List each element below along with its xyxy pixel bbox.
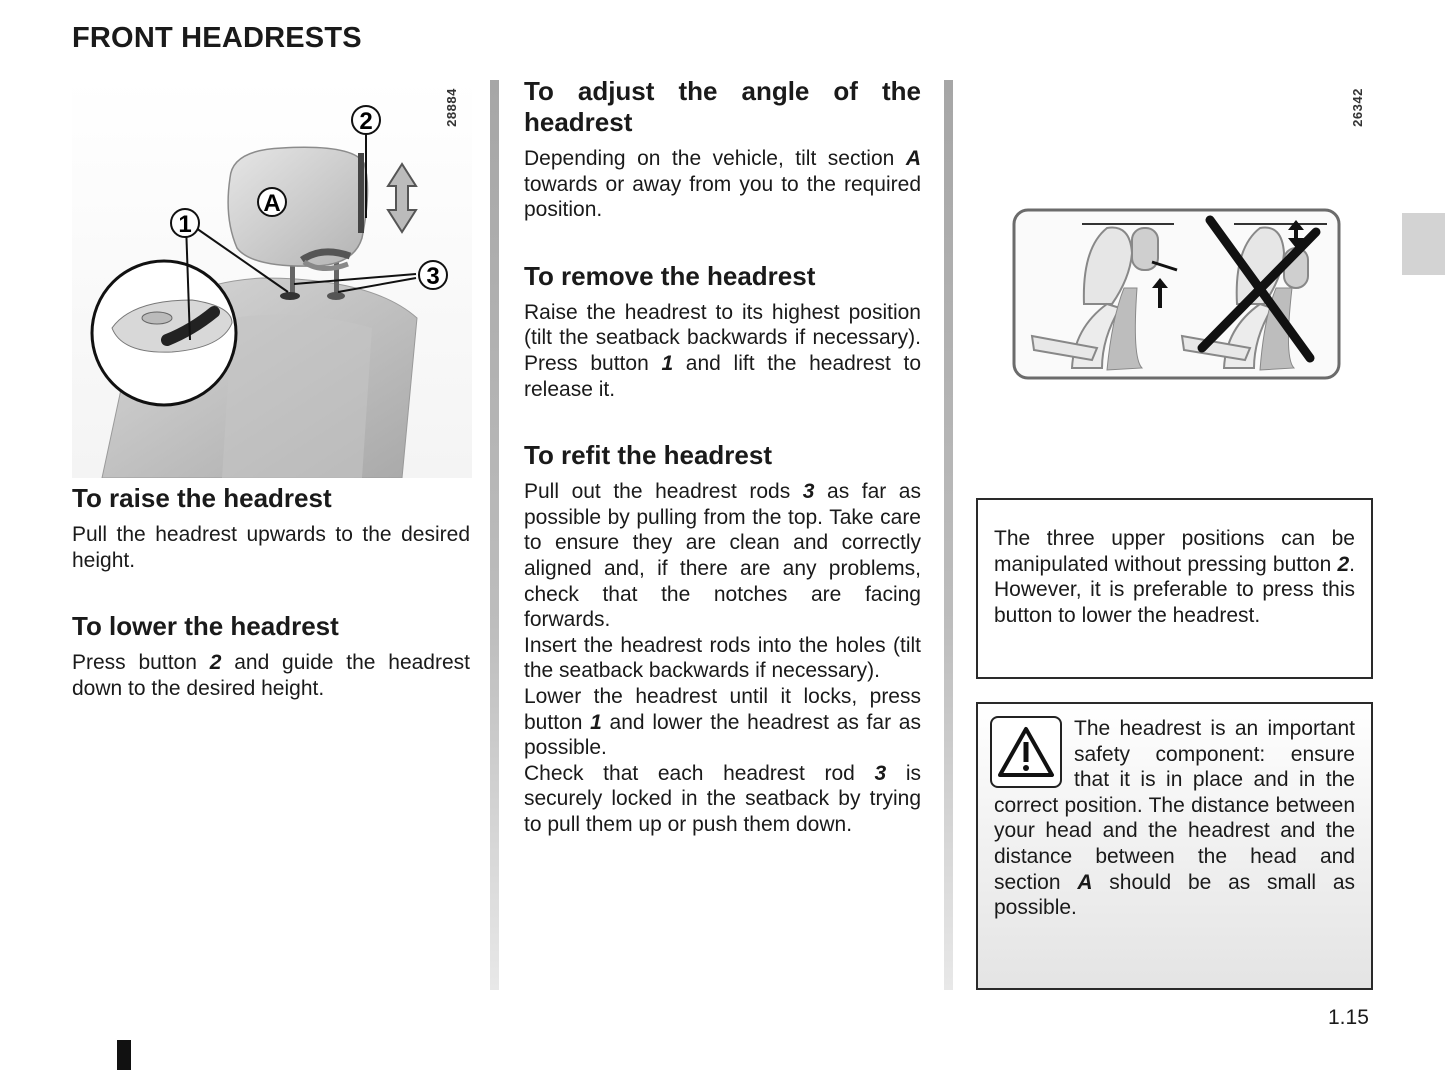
raise-heading: To raise the headrest <box>72 483 332 513</box>
headrest-diagram <box>72 78 472 478</box>
angle-heading: To adjust the angle of the headrest <box>524 76 921 137</box>
print-mark <box>117 1040 131 1070</box>
angle-text <box>524 146 921 223</box>
refit-text-1 <box>524 479 921 633</box>
refit-p3-a: Lower the headrest until it locks, press button <box>524 684 921 734</box>
refit-text-4 <box>524 761 921 838</box>
callout-1-label: 1 <box>178 211 192 238</box>
warning-icon <box>990 716 1062 788</box>
figure-code-right: 26342 <box>1349 88 1365 127</box>
page-number: 1.15 <box>1328 1006 1369 1029</box>
callout-2-label: 2 <box>359 108 373 135</box>
callout-a-label: A <box>263 190 281 217</box>
angle-text-a: Depending on the vehicle, tilt section <box>524 147 906 170</box>
angle-section-ref: A <box>905 147 921 170</box>
refit-p4-a: Check that each headrest rod <box>524 761 875 785</box>
note-button-ref: 2 <box>1337 552 1350 576</box>
note-text-b: . However, it is preferable to press this button to lower the headrest. <box>994 552 1355 627</box>
middle-column <box>524 76 921 837</box>
head-position-diagram <box>1012 208 1342 380</box>
column-divider-right <box>944 80 953 990</box>
warning-triangle-icon <box>997 726 1055 778</box>
refit-p1-rod-ref: 3 <box>802 480 815 504</box>
remove-heading: To remove the headrest <box>524 260 816 291</box>
left-column <box>72 483 470 701</box>
lower-heading: To lower the headrest <box>72 611 339 642</box>
remove-text-a: Raise the headrest to its highest position (tilt the seatback backwards if necessary). Press button <box>524 300 921 375</box>
refit-p3-button-ref: 1 <box>590 710 602 734</box>
refit-p1-c: as far as possible by pulling from the top. Take care to ensure they are clean and correctly aligned and, if there are any problems, check that the notches are facing forwards. <box>524 480 921 632</box>
lower-button-ref: 2 <box>209 651 222 675</box>
refit-text-2: Insert the headrest rods into the holes (tilt the seatback backwards if necessary). <box>524 633 921 683</box>
lower-text <box>72 650 470 701</box>
refit-p1-a: Pull out the headrest rods <box>524 480 803 504</box>
note-text <box>994 526 1355 628</box>
angle-text-b: towards or away from you to the required position. <box>524 172 921 222</box>
note-box <box>976 498 1373 679</box>
warning-section-ref: A <box>1077 870 1093 894</box>
raise-text: Pull the headrest upwards to the desired height. <box>72 523 470 572</box>
lower-text-a: Press button <box>72 651 210 675</box>
button-2-shape <box>358 153 364 233</box>
updown-arrow-icon <box>388 164 416 232</box>
refit-p4-c: is securely locked in the seatback by trying to pull them up or push them down. <box>524 761 921 836</box>
warning-box <box>976 702 1373 990</box>
remove-button-ref: 1 <box>661 351 674 375</box>
remove-text <box>524 300 921 402</box>
warning-text-b: should be as small as possible. <box>994 870 1356 920</box>
remove-text-b: and lift the headrest to release it. <box>524 351 922 401</box>
figure-code-left: 28884 <box>443 88 459 127</box>
refit-heading: To refit the headrest <box>524 440 773 471</box>
callout-3-label: 3 <box>426 263 440 290</box>
head-position-illustration <box>972 78 1372 488</box>
headrest-shape <box>228 147 367 266</box>
warning-text-a: The headrest is an important safety component: ensure that it is in place and in the correct position. The distance between your head and the headrest and the distance between the head and section <box>994 717 1355 894</box>
refit-p4-rod-ref: 3 <box>874 761 887 785</box>
refit-text-3 <box>524 684 921 761</box>
section-tab-marker <box>1402 213 1445 275</box>
headrest-illustration <box>72 78 472 478</box>
column-divider-left <box>490 80 499 990</box>
page-title: FRONT HEADRESTS <box>72 22 362 54</box>
note-text-a: The three upper positions can be manipulated without pressing button <box>994 527 1355 576</box>
refit-p3-c: and lower the headrest as far as possible. <box>524 710 921 760</box>
lower-text-b: and guide the headrest down to the desired height. <box>72 651 470 700</box>
